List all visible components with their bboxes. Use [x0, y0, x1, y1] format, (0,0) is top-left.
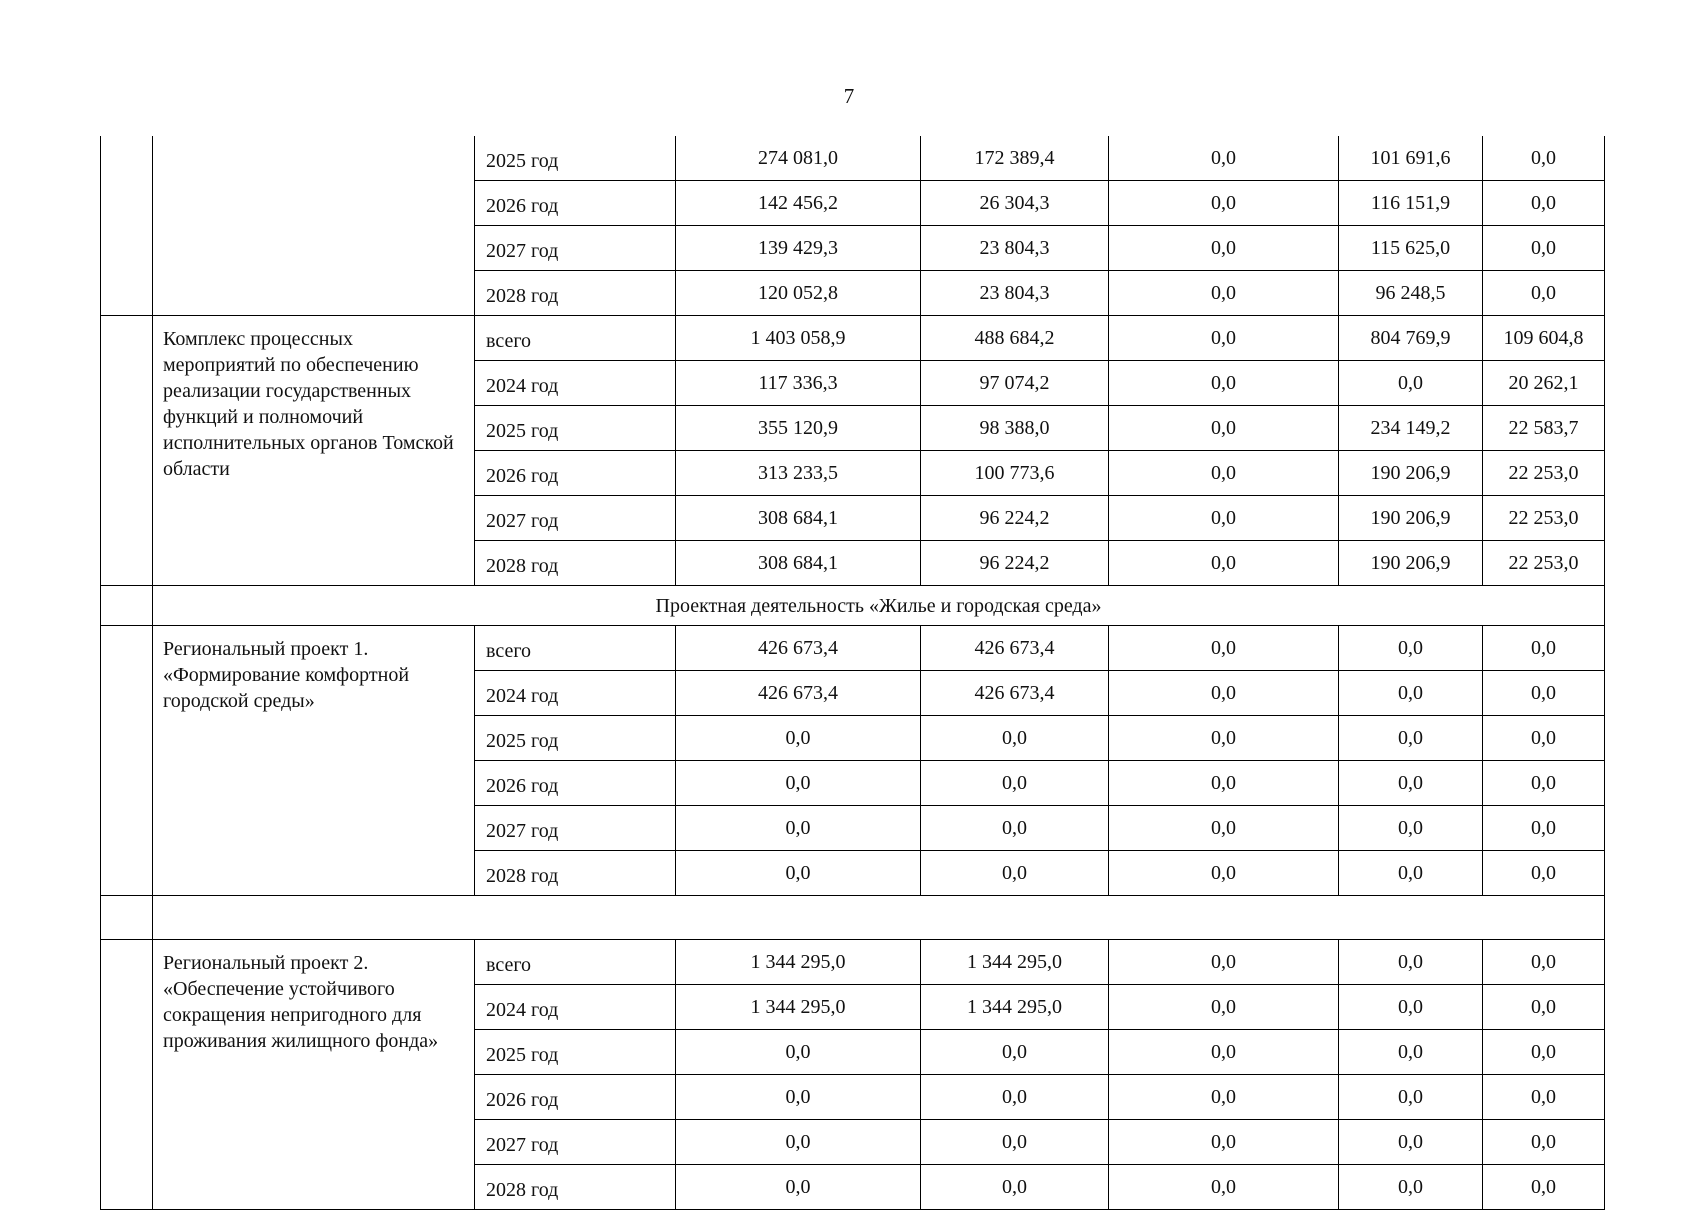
item-description: Региональный проект 1. «Формирование комфортной городской среды» [153, 626, 475, 896]
total-cell: 308 684,1 [676, 496, 921, 541]
total-cell: 426 673,4 [676, 671, 921, 716]
item-description [153, 136, 475, 316]
table-row [101, 136, 1605, 181]
regional-budget-cell: 190 206,9 [1339, 496, 1483, 541]
period-cell: 2027 год [475, 1120, 676, 1165]
row-number-cell [101, 586, 153, 626]
local-budget-cell: 0,0 [1109, 541, 1339, 586]
extra-budget-cell: 0,0 [1483, 761, 1605, 806]
period-cell: 2027 год [475, 496, 676, 541]
period-cell: 2028 год [475, 541, 676, 586]
page-number: 7 [843, 84, 855, 108]
row-number-cell [101, 316, 153, 586]
regional-budget-cell: 0,0 [1339, 851, 1483, 896]
federal-budget-cell: 0,0 [921, 1030, 1109, 1075]
budget-table-body [101, 136, 1605, 1210]
total-cell: 0,0 [676, 716, 921, 761]
section-title: Проектная деятельность «Жилье и городская среда» [153, 586, 1605, 626]
regional-budget-cell: 234 149,2 [1339, 406, 1483, 451]
period-cell: 2024 год [475, 361, 676, 406]
federal-budget-cell: 0,0 [921, 761, 1109, 806]
row-number-cell [101, 626, 153, 896]
regional-budget-cell: 96 248,5 [1339, 271, 1483, 316]
federal-budget-cell: 26 304,3 [921, 181, 1109, 226]
extra-budget-cell: 0,0 [1483, 806, 1605, 851]
period-cell: всего [475, 316, 676, 361]
local-budget-cell: 0,0 [1109, 761, 1339, 806]
regional-budget-cell: 115 625,0 [1339, 226, 1483, 271]
federal-budget-cell: 0,0 [921, 851, 1109, 896]
local-budget-cell: 0,0 [1109, 496, 1339, 541]
regional-budget-cell: 804 769,9 [1339, 316, 1483, 361]
row-number-cell [101, 136, 153, 316]
federal-budget-cell: 96 224,2 [921, 496, 1109, 541]
regional-budget-cell: 0,0 [1339, 985, 1483, 1030]
local-budget-cell: 0,0 [1109, 985, 1339, 1030]
federal-budget-cell: 96 224,2 [921, 541, 1109, 586]
extra-budget-cell: 20 262,1 [1483, 361, 1605, 406]
local-budget-cell: 0,0 [1109, 271, 1339, 316]
local-budget-cell: 0,0 [1109, 1165, 1339, 1210]
period-cell: 2025 год [475, 406, 676, 451]
period-cell: 2025 год [475, 716, 676, 761]
federal-budget-cell: 23 804,3 [921, 226, 1109, 271]
federal-budget-cell: 23 804,3 [921, 271, 1109, 316]
period-cell: 2025 год [475, 136, 676, 181]
local-budget-cell: 0,0 [1109, 1075, 1339, 1120]
total-cell: 274 081,0 [676, 136, 921, 181]
extra-budget-cell: 0,0 [1483, 181, 1605, 226]
regional-budget-cell: 0,0 [1339, 761, 1483, 806]
period-cell: 2026 год [475, 181, 676, 226]
extra-budget-cell: 0,0 [1483, 136, 1605, 181]
federal-budget-cell: 0,0 [921, 1120, 1109, 1165]
total-cell: 1 344 295,0 [676, 985, 921, 1030]
federal-budget-cell: 97 074,2 [921, 361, 1109, 406]
local-budget-cell: 0,0 [1109, 226, 1339, 271]
row-number-cell [101, 896, 153, 940]
regional-budget-cell: 116 151,9 [1339, 181, 1483, 226]
local-budget-cell: 0,0 [1109, 361, 1339, 406]
period-cell: всего [475, 940, 676, 985]
federal-budget-cell: 100 773,6 [921, 451, 1109, 496]
period-cell: 2027 год [475, 806, 676, 851]
federal-budget-cell: 172 389,4 [921, 136, 1109, 181]
regional-budget-cell: 190 206,9 [1339, 451, 1483, 496]
local-budget-cell: 0,0 [1109, 716, 1339, 761]
total-cell: 0,0 [676, 1165, 921, 1210]
local-budget-cell: 0,0 [1109, 181, 1339, 226]
total-cell: 142 456,2 [676, 181, 921, 226]
total-cell: 313 233,5 [676, 451, 921, 496]
total-cell: 426 673,4 [676, 626, 921, 671]
period-cell: 2026 год [475, 1075, 676, 1120]
extra-budget-cell: 0,0 [1483, 851, 1605, 896]
budget-table [100, 136, 1605, 1210]
period-cell: 2024 год [475, 671, 676, 716]
total-cell: 0,0 [676, 1120, 921, 1165]
period-cell: 2028 год [475, 851, 676, 896]
total-cell: 308 684,1 [676, 541, 921, 586]
regional-budget-cell: 190 206,9 [1339, 541, 1483, 586]
extra-budget-cell: 0,0 [1483, 1120, 1605, 1165]
total-cell: 1 403 058,9 [676, 316, 921, 361]
local-budget-cell: 0,0 [1109, 671, 1339, 716]
total-cell: 0,0 [676, 851, 921, 896]
row-number-cell [101, 940, 153, 1210]
regional-budget-cell: 0,0 [1339, 626, 1483, 671]
item-description: Региональный проект 2. «Обеспечение устойчивого сокращения непригодного для проживания жилищного фонда» [153, 940, 475, 1210]
extra-budget-cell: 22 253,0 [1483, 541, 1605, 586]
empty-cell [153, 896, 1605, 940]
regional-budget-cell: 0,0 [1339, 671, 1483, 716]
period-cell: 2027 год [475, 226, 676, 271]
regional-budget-cell: 0,0 [1339, 1030, 1483, 1075]
table-row [101, 940, 1605, 985]
local-budget-cell: 0,0 [1109, 136, 1339, 181]
period-cell: 2028 год [475, 271, 676, 316]
local-budget-cell: 0,0 [1109, 940, 1339, 985]
total-cell: 0,0 [676, 1030, 921, 1075]
extra-budget-cell: 0,0 [1483, 671, 1605, 716]
federal-budget-cell: 0,0 [921, 1075, 1109, 1120]
regional-budget-cell: 0,0 [1339, 940, 1483, 985]
regional-budget-cell: 0,0 [1339, 1120, 1483, 1165]
regional-budget-cell: 0,0 [1339, 1075, 1483, 1120]
local-budget-cell: 0,0 [1109, 806, 1339, 851]
local-budget-cell: 0,0 [1109, 316, 1339, 361]
federal-budget-cell: 488 684,2 [921, 316, 1109, 361]
regional-budget-cell: 101 691,6 [1339, 136, 1483, 181]
local-budget-cell: 0,0 [1109, 406, 1339, 451]
table-row [101, 626, 1605, 671]
total-cell: 139 429,3 [676, 226, 921, 271]
extra-budget-cell: 0,0 [1483, 716, 1605, 761]
extra-budget-cell: 0,0 [1483, 626, 1605, 671]
local-budget-cell: 0,0 [1109, 626, 1339, 671]
extra-budget-cell: 0,0 [1483, 1030, 1605, 1075]
item-description: Комплекс процессных мероприятий по обеспечению реализации государственных функций и полномочий исполнительных органов Томской области [153, 316, 475, 586]
total-cell: 117 336,3 [676, 361, 921, 406]
extra-budget-cell: 109 604,8 [1483, 316, 1605, 361]
extra-budget-cell: 0,0 [1483, 940, 1605, 985]
period-cell: 2024 год [475, 985, 676, 1030]
federal-budget-cell: 98 388,0 [921, 406, 1109, 451]
period-cell: 2026 год [475, 761, 676, 806]
federal-budget-cell: 426 673,4 [921, 671, 1109, 716]
local-budget-cell: 0,0 [1109, 451, 1339, 496]
federal-budget-cell: 0,0 [921, 716, 1109, 761]
extra-budget-cell: 22 253,0 [1483, 496, 1605, 541]
table-row [101, 316, 1605, 361]
extra-budget-cell: 0,0 [1483, 271, 1605, 316]
federal-budget-cell: 1 344 295,0 [921, 985, 1109, 1030]
regional-budget-cell: 0,0 [1339, 361, 1483, 406]
extra-budget-cell: 22 583,7 [1483, 406, 1605, 451]
federal-budget-cell: 1 344 295,0 [921, 940, 1109, 985]
local-budget-cell: 0,0 [1109, 851, 1339, 896]
period-cell: 2026 год [475, 451, 676, 496]
federal-budget-cell: 0,0 [921, 1165, 1109, 1210]
extra-budget-cell: 22 253,0 [1483, 451, 1605, 496]
federal-budget-cell: 426 673,4 [921, 626, 1109, 671]
extra-budget-cell: 0,0 [1483, 1075, 1605, 1120]
extra-budget-cell: 0,0 [1483, 1165, 1605, 1210]
period-cell: всего [475, 626, 676, 671]
total-cell: 120 052,8 [676, 271, 921, 316]
regional-budget-cell: 0,0 [1339, 716, 1483, 761]
period-cell: 2028 год [475, 1165, 676, 1210]
local-budget-cell: 0,0 [1109, 1120, 1339, 1165]
total-cell: 0,0 [676, 1075, 921, 1120]
regional-budget-cell: 0,0 [1339, 1165, 1483, 1210]
extra-budget-cell: 0,0 [1483, 985, 1605, 1030]
total-cell: 0,0 [676, 806, 921, 851]
federal-budget-cell: 0,0 [921, 806, 1109, 851]
total-cell: 1 344 295,0 [676, 940, 921, 985]
total-cell: 355 120,9 [676, 406, 921, 451]
section-header-row [101, 586, 1605, 626]
empty-row [101, 896, 1605, 940]
extra-budget-cell: 0,0 [1483, 226, 1605, 271]
regional-budget-cell: 0,0 [1339, 806, 1483, 851]
period-cell: 2025 год [475, 1030, 676, 1075]
local-budget-cell: 0,0 [1109, 1030, 1339, 1075]
total-cell: 0,0 [676, 761, 921, 806]
